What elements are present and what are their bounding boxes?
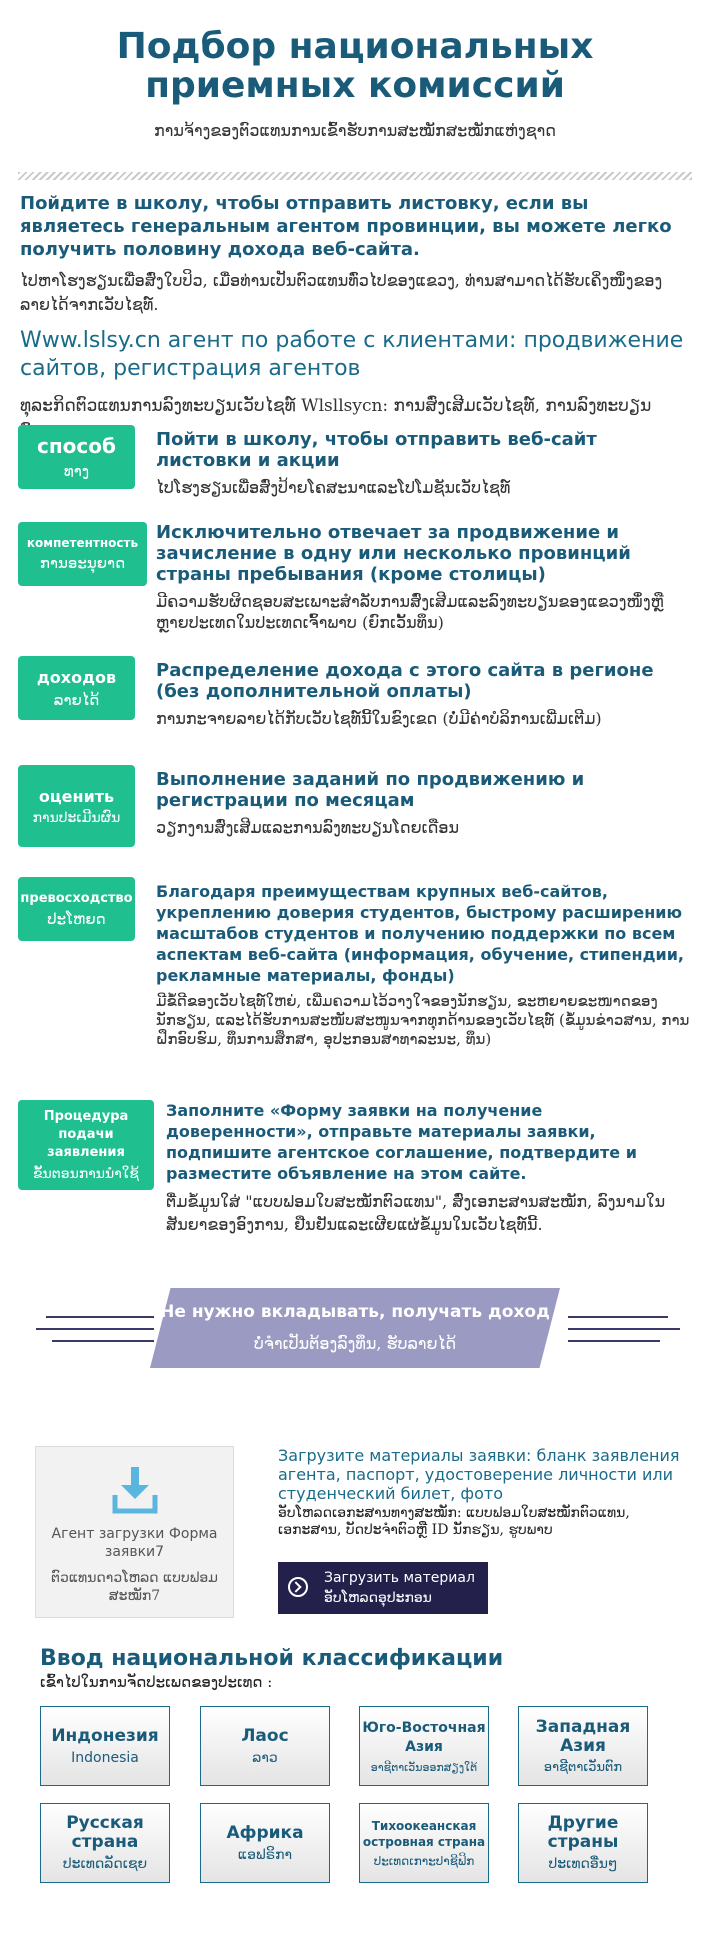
feature-title: Выполнение заданий по продвижению и регистрации по месяцам bbox=[156, 769, 585, 811]
feature-evaluate bbox=[18, 765, 692, 845]
country-indonesia-button[interactable]: Индонезия Indonesia bbox=[40, 1706, 170, 1786]
agent-business-ru: Www.lslsy.cn агент по работе с клиентами: продвижение сайтов, регистрация агентов bbox=[20, 328, 684, 381]
country-laos-button[interactable]: Лаос ລາວ bbox=[200, 1706, 330, 1786]
feature-advantage bbox=[18, 877, 692, 1077]
feature-title: Заполните «Форму заявки на получение доверенности», отправьте материалы заявки, подпишите агентское соглашение, подтвердите и разместите объявление на этом сайте. bbox=[166, 1101, 637, 1183]
feature-income-body bbox=[156, 660, 686, 729]
feature-desc: ວຽກງານສົ່ງເສີມແລະການລົງທະບຽນໂດຍເດືອນ bbox=[156, 818, 459, 837]
banner-line-right bbox=[568, 1340, 660, 1342]
banner-line-right bbox=[568, 1316, 668, 1318]
feature-procedure bbox=[18, 1100, 692, 1250]
download-form-box[interactable] bbox=[35, 1446, 234, 1618]
feature-title: Исключительно отвечает за продвижение и зачисление в одну или несколько провинций страны пребывания (кроме столицы) bbox=[156, 522, 631, 585]
feature-advantage-body bbox=[156, 881, 691, 1049]
page-subtitle: ການຈ້າງຂອງຕົວແທນການເຂົ້າຮັບການສະໝັກສະໝັກແຫ່ງຊາດ bbox=[154, 121, 556, 140]
classification-heading bbox=[40, 1646, 503, 1691]
badge-evaluate: оценить ການປະເມີນຜົນ bbox=[18, 765, 135, 847]
banner-line-left bbox=[52, 1340, 154, 1342]
upload-material-button[interactable] bbox=[278, 1562, 488, 1614]
badge-procedure: Процедура подачи заявления ຂັ້ນຕອນການນໍາໃຊ້ bbox=[18, 1100, 154, 1190]
upload-button-label-ru: Загрузить материал bbox=[324, 1570, 475, 1586]
intro-text-la: ໄປຫາໂຮງຮຽນເພື່ອສົ່ງໃບປິວ, ເມື່ອທ່ານເປັນຕົວແທນທົ່ວໄປຂອງແຂວງ, ທ່ານສາມາດໄດ້ຮັບເຄິ່ງໜຶ່ງຂອງລາຍໄດ້ຈາກເວັບໄຊທ໌. bbox=[20, 271, 663, 314]
page-title: Подбор национальных приемных комиссий bbox=[116, 26, 594, 106]
country-southeast-asia-button[interactable]: Юго-Восточная Азия ອາຊີຕາເວັນອອກສຽງໃຕ້ bbox=[359, 1706, 489, 1786]
intro-section bbox=[0, 180, 710, 445]
feature-competence bbox=[18, 522, 692, 632]
country-other-button[interactable]: Другие страны ປະເທດອື່ນໆ bbox=[518, 1803, 648, 1883]
banner-text-ru: Не нужно вкладывать, получать доход bbox=[160, 1302, 550, 1322]
badge-advantage: превосходство ປະໂຫຍດ bbox=[18, 877, 135, 941]
feature-method bbox=[18, 425, 692, 507]
download-form-label-ru: Агент загрузки Форма заявки7 bbox=[51, 1526, 218, 1560]
download-form-label-la: ຕົວແທນດາວໂຫລດ ແບບຟອມສະໝັກ7 bbox=[50, 1570, 218, 1604]
badge-method: способ ທາງ bbox=[18, 425, 135, 489]
feature-procedure-body bbox=[166, 1100, 691, 1236]
country-west-asia-button[interactable]: Западная Азия ອາຊີຕາເວັນຕົກ bbox=[518, 1706, 648, 1786]
feature-desc: ຕື່ມຂໍ້ມູນໃສ່ "ແບບຟອມໃບສະໝັກຕົວແທນ", ສົ່ງເອກະສານສະໝັກ, ລົງນາມໃນສັນຍາຂອງອົງການ, ຢືນຢັນແລະເຜີຍແຜ່ຂໍ້ມູນໃນເວັບໄຊທ໌ນີ້. bbox=[166, 1192, 666, 1234]
feature-evaluate-body bbox=[156, 769, 686, 838]
feature-desc: ມີຄວາມຮັບຜິດຊອບສະເພາະສໍາລັບການສົ່ງເສີມແລະລົງທະບຽນຂອງແຂວງໜຶ່ງຫຼືຫຼາຍປະເທດໃນປະເທດເຈົ້າພາບ (ຍົກເວັ້ນທຶນ) bbox=[156, 592, 664, 632]
feature-title: Пойти в школу, чтобы отправить веб-сайт листовки и акции bbox=[156, 429, 597, 471]
upload-text-la: ອັບໂຫລດເອກະສານທາງສະໝັກ: ແບບຟອມໃບສະໝັກຕົວແທນ, ເອກະສານ, ບັດປະຈໍາຕົວຫຼື ID ນັກຮຽນ, ຮູບພາບ bbox=[278, 1505, 630, 1538]
classification-title-ru: Ввод национальной классификации bbox=[40, 1646, 504, 1671]
country-russia-button[interactable]: Русская страна ປະເທດລັດເຊຍ bbox=[40, 1803, 170, 1883]
agent-business-la: ທຸລະກິດຕົວແທນການລົງທະບຽນເວັບໄຊທ໌ Wlsllsycn: ການສົ່ງເສີມເວັບໄຊທ໌, ການລົງທະບຽນ bbox=[20, 396, 652, 416]
feature-competence-body bbox=[156, 522, 686, 633]
banner-line-right bbox=[568, 1328, 680, 1330]
feature-desc: ມີຂໍ້ດີຂອງເວັບໄຊທ໌ໃຫຍ່, ເພີ່ມຄວາມໄວ້ວາງໃຈຂອງນັກຮຽນ, ຂະຫຍາຍຂະໜາດຂອງນັກຮຽນ, ແລະໄດ້ຮັບການສະໜັບສະໜູນຈາກທຸກດ້ານຂອງເວັບໄຊທ໌ (ຂໍ້ມູນຂ່າວສານ, ການຝຶກອົບຮົມ, ທຶນການສຶກສາ, ອຸປະກອນສາທາລະນະ, ທຶນ) bbox=[156, 992, 690, 1048]
country-pacific-button[interactable]: Тихоокеанская островная страна ປະເທດເກາະປາຊີຟິກ bbox=[359, 1803, 489, 1883]
feature-title: Благодаря преимуществам крупных веб-сайтов, укреплению доверия студентов, быстрому расширению масштабов студентов и получению поддержки по всем аспектам веб-сайта (информация, обучение, стипендии, рекламные материалы, фонды) bbox=[156, 882, 684, 985]
upload-text-ru: Загрузите материалы заявки: бланк заявления агента, паспорт, удостоверение личности или студенческий билет, фото bbox=[278, 1446, 680, 1503]
feature-desc: ການກະຈາຍລາຍໄດ້ກັບເວັບໄຊທ໌ນີ້ໃນຂົງເຂດ (ບໍ່ມີຄ່າບໍລິການເພີ່ມເຕີມ) bbox=[156, 709, 602, 728]
banner-text-la: ບໍ່ຈໍາເປັນຕ້ອງລົງທຶນ, ຮັບລາຍໄດ້ bbox=[253, 1334, 457, 1353]
feature-desc: ໄປໂຮງຮຽນເພື່ອສົ່ງປ້າຍໂຄສະນາແລະໂປໂມຊັນເວັບໄຊທ໌ bbox=[156, 478, 511, 497]
feature-title: Распределение дохода с этого сайта в регионе (без дополнительной оплаты) bbox=[156, 660, 654, 702]
download-icon bbox=[111, 1465, 159, 1515]
banner-shape bbox=[150, 1288, 560, 1368]
upload-instructions bbox=[278, 1446, 688, 1539]
upload-button-label-la: ອັບໂຫລດອຸປະກອນ bbox=[324, 1590, 432, 1606]
feature-method-body bbox=[156, 429, 686, 498]
hatched-divider bbox=[18, 172, 692, 180]
arrow-circle-icon bbox=[288, 1577, 308, 1597]
page-header bbox=[0, 0, 710, 140]
feature-income bbox=[18, 656, 692, 736]
no-investment-banner bbox=[0, 1288, 710, 1368]
classification-title-la: ເຂົ້າໄປໃນການຈັດປະເພດຂອງປະເທດ : bbox=[40, 1673, 273, 1691]
banner-line-left bbox=[36, 1328, 154, 1330]
intro-text-ru: Пойдите в школу, чтобы отправить листовку, если вы являетесь генеральным агентом провинции, вы можете легко получить половину дохода веб-сайта. bbox=[20, 193, 672, 260]
badge-income: доходов ລາຍໄດ້ bbox=[18, 656, 135, 720]
badge-competence: компетентность ການອະນຸຍາດ bbox=[18, 522, 147, 586]
banner-line-left bbox=[46, 1316, 154, 1318]
country-africa-button[interactable]: Африка ແອຟຣິກາ bbox=[200, 1803, 330, 1883]
